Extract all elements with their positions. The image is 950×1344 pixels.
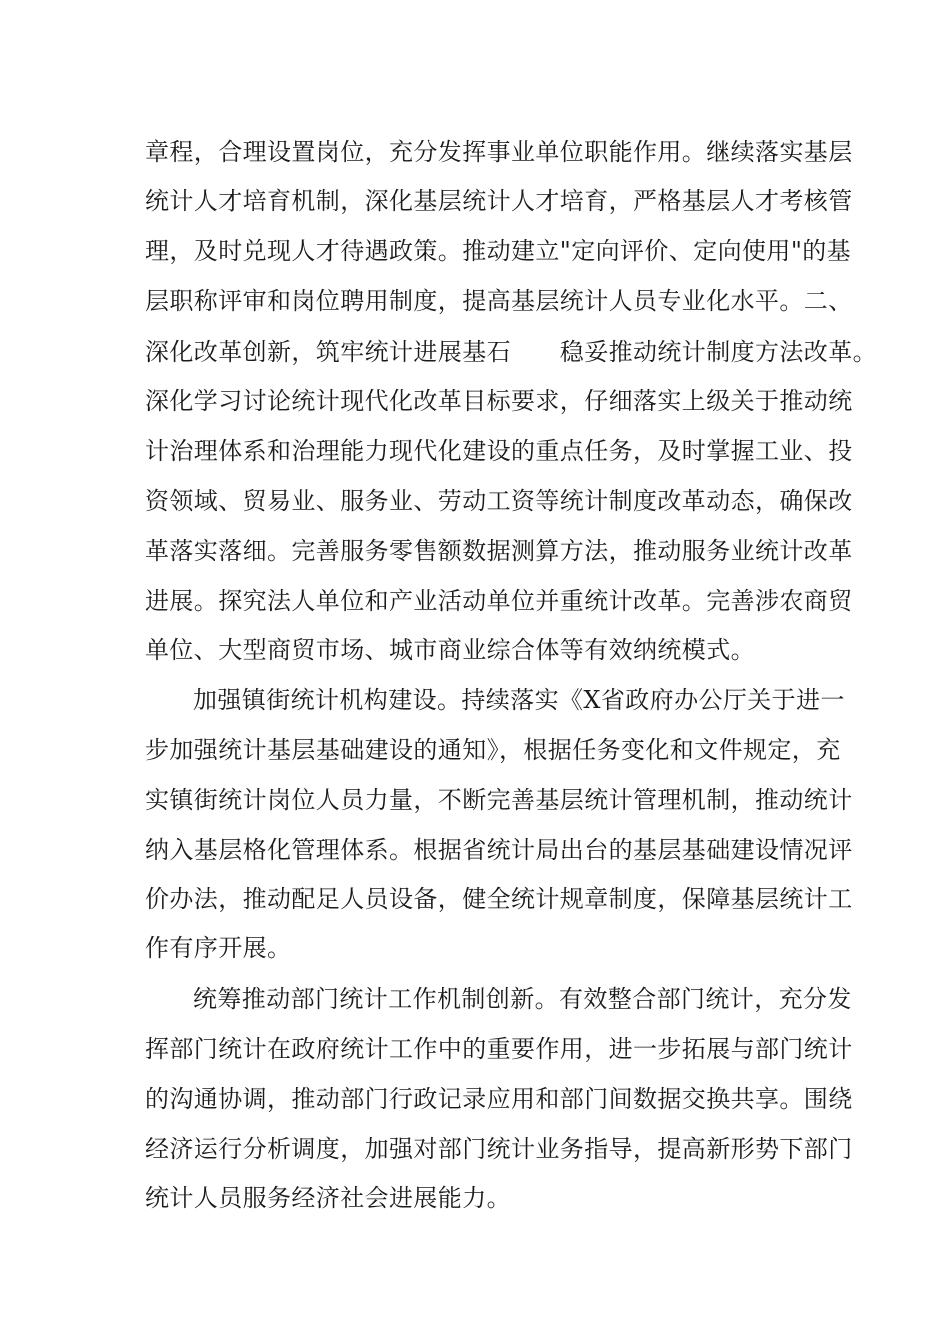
text-line: 价办法，推动配足人员设备，健全统计规章制度，保障基层统计工 [145,885,853,913]
text-line: 单位、大型商贸市场、城市商业综合体等有效纳统模式。 [145,636,755,664]
text-line: 挥部门统计在政府统计工作中的重要作用，进一步拓展与部门统计 [145,1035,853,1063]
text-line: 革落实落细。完善服务零售额数据测算方法，推动服务业统计改革 [145,537,853,565]
text-line: 资领域、贸易业、服务业、劳动工资等统计制度改革动态，确保改 [145,487,853,515]
text-line: 纳入基层格化管理体系。根据省统计局出台的基层基础建设情况评 [145,836,853,864]
text-line: 作有序开展。 [145,934,292,962]
text-line: 层职称评审和岗位聘用制度，提高基层统计人员专业化水平。二、 [145,287,853,315]
text-line: 实镇街统计岗位人员力量，不断完善基层统计管理机制，推动统计 [145,786,853,814]
text-line: 进展。探究法人单位和产业活动单位并重统计改革。完善涉农商贸 [145,587,853,615]
text-line: 统计人员服务经济社会进展能力。 [145,1184,511,1212]
text-line: 深化改革创新，筑牢统计进展基石 稳妥推动统计制度方法改革。 [145,338,877,366]
text-line: 的沟通协调，推动部门行政记录应用和部门间数据交换共享。围绕 [145,1085,853,1113]
paragraph-start-line: 统筹推动部门统计工作机制创新。有效整合部门统计，充分发 [193,985,852,1013]
text-line: 统计人才培育机制，深化基层统计人才培育，严格基层人才考核管 [145,187,853,215]
text-line: 理，及时兑现人才待遇政策。推动建立"定向评价、定向使用"的基 [145,237,852,265]
text-line: 步加强统计基层基础建设的通知》，根据任务变化和文件规定，充 [145,736,841,764]
text-line: 章程，合理设置岗位，充分发挥事业单位职能作用。继续落实基层 [145,138,853,166]
text-line: 经济运行分析调度，加强对部门统计业务指导，提高新形势下部门 [145,1135,853,1163]
text-line: 深化学习讨论统计现代化改革目标要求，仔细落实上级关于推动统 [145,387,853,415]
text-line: 计治理体系和治理能力现代化建设的重点任务，及时掌握工业、投 [145,437,853,465]
paragraph-start-line: 加强镇街统计机构建设。持续落实《X省政府办公厅关于进一 [193,686,845,714]
